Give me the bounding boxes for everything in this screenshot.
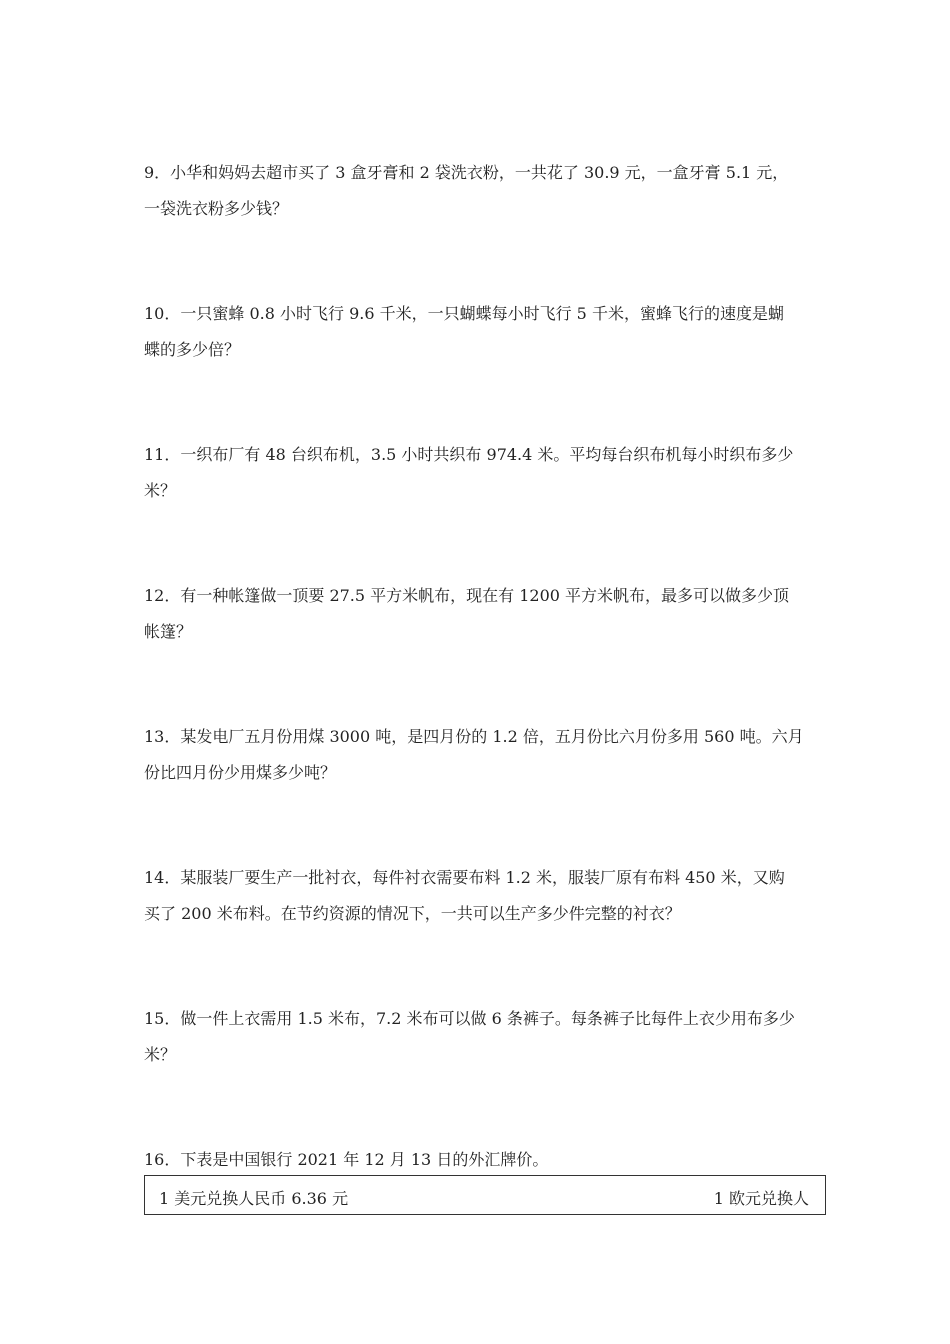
exchange-rate-table — [144, 1175, 826, 1215]
question-11-line-1: 11．一织布厂有 48 台织布机，3.5 小时共织布 974.4 米。平均每台织布机每小时织布多少 — [144, 445, 794, 464]
question-12 — [144, 578, 834, 650]
question-10-line-1: 10．一只蜜蜂 0.8 小时飞行 9.6 千米，一只蝴蝶每小时飞行 5 千米，蜜蜂飞行的速度是蝴 — [144, 304, 784, 323]
question-16-line-1: 16．下表是中国银行 2021 年 12 月 13 日的外汇牌价。 — [144, 1150, 549, 1169]
question-15-line-1: 15．做一件上衣需用 1.5 米布，7.2 米布可以做 6 条裤子。每条裤子比每件上衣少用布多少 — [144, 1009, 795, 1028]
question-13-line-1: 13．某发电厂五月份用煤 3000 吨，是四月份的 1.2 倍，五月份比六月份多用 560 吨。六月 — [144, 727, 804, 746]
question-10 — [144, 296, 834, 368]
question-15-line-2: 米？ — [144, 1045, 177, 1064]
question-10-line-2: 蝶的多少倍？ — [144, 340, 241, 359]
question-9-line-1: 9．小华和妈妈去超市买了 3 盒牙膏和 2 袋洗衣粉，一共花了 30.9 元，一盒牙膏 5.1 元， — [144, 163, 789, 182]
usd-rate-cell: 1 美元兑换人民币 6.36 元 — [159, 1189, 349, 1208]
question-14-line-1: 14．某服装厂要生产一批衬衣，每件衬衣需要布料 1.2 米，服装厂原有布料 450 米，又购 — [144, 868, 785, 887]
question-9 — [144, 155, 834, 227]
question-13 — [144, 719, 834, 791]
question-16 — [144, 1142, 834, 1178]
question-12-line-2: 帐篷？ — [144, 622, 193, 641]
question-14-line-2: 买了 200 米布料。在节约资源的情况下，一共可以生产多少件完整的衬衣？ — [144, 904, 681, 923]
question-14 — [144, 860, 834, 932]
eur-rate-cell: 1 欧元兑换人 — [713, 1189, 809, 1208]
question-12-line-1: 12．有一种帐篷做一顶要 27.5 平方米帆布，现在有 1200 平方米帆布，最多可以做多少顶 — [144, 586, 790, 605]
question-11-line-2: 米？ — [144, 481, 177, 500]
question-9-line-2: 一袋洗衣粉多少钱？ — [144, 199, 289, 218]
question-11 — [144, 437, 834, 509]
question-15 — [144, 1001, 834, 1073]
question-13-line-2: 份比四月份少用煤多少吨？ — [144, 763, 337, 782]
